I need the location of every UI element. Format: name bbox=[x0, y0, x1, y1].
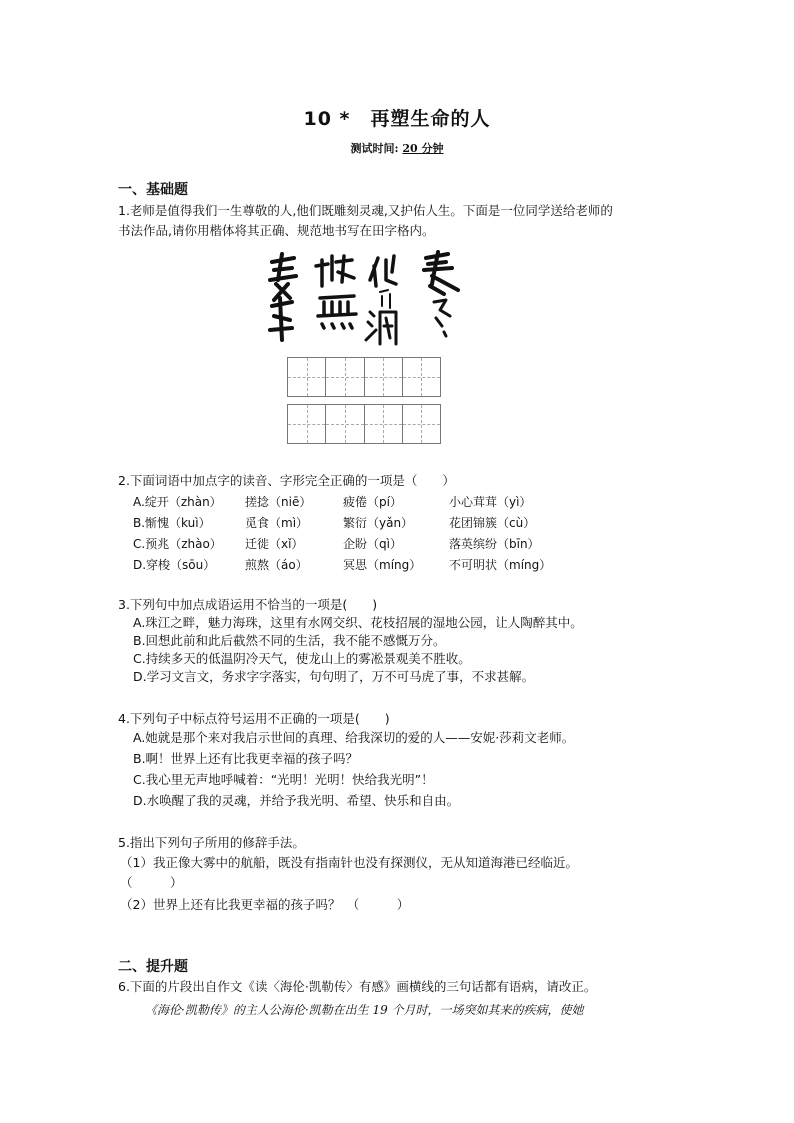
calligraphy-artwork bbox=[262, 250, 462, 355]
q2-option: 冥思（míng） bbox=[343, 558, 422, 572]
q2-option: B.惭愧（kuì） bbox=[133, 516, 211, 530]
q5-answer-blank-1[interactable]: （ ） bbox=[120, 875, 183, 890]
page-title: 10 * 再塑生命的人 bbox=[303, 108, 491, 130]
q2-option: 煎熬（áo） bbox=[245, 558, 308, 572]
q4-stem: 4.下列句子中标点符号运用不正确的一项是( ) bbox=[118, 711, 390, 726]
writing-cell[interactable] bbox=[326, 358, 364, 396]
q4-option-d: D.水唤醒了我的灵魂，并给予我光明、希望、快乐和自由。 bbox=[133, 793, 460, 808]
q2-option: D.穿梭（sōu） bbox=[133, 558, 216, 572]
writing-cell[interactable] bbox=[288, 405, 326, 443]
q3-option-b: B.回想此前和此后截然不同的生活，我不能不感慨万分。 bbox=[133, 633, 446, 648]
section-heading-basic: 一、基础题 bbox=[118, 182, 188, 198]
q6-passage: 《海伦·凯勒传》的主人公海伦·凯勒在出生 19 个月时，一场突如其来的疾病，使她 bbox=[145, 1003, 584, 1017]
q5-item-2: （2）世界上还有比我更幸福的孩子吗？ （ ） bbox=[120, 897, 410, 912]
q1-text-line2: 书法作品,请你用楷体将其正确、规范地书写在田字格内。 bbox=[118, 223, 435, 238]
q2-option: A.绽开（zhàn） bbox=[133, 495, 222, 509]
tianzige-grid-row-2[interactable] bbox=[287, 404, 441, 444]
q3-option-a: A.珠江之畔，魅力海珠，这里有水网交织、花枝招展的湿地公园，让人陶醉其中。 bbox=[133, 615, 583, 630]
writing-cell[interactable] bbox=[365, 405, 403, 443]
tianzige-grid-row-1[interactable] bbox=[287, 357, 441, 397]
section-heading-advanced: 二、提升题 bbox=[118, 959, 188, 975]
q2-option: 花团锦簇（cù） bbox=[449, 516, 536, 530]
q2-stem: 2.下面词语中加点字的读音、字形完全正确的一项是（ ） bbox=[118, 473, 455, 488]
q6-stem: 6.下面的片段出自作文《读〈海伦·凯勒传〉有感》画横线的三句话都有语病，请改正。 bbox=[118, 979, 597, 994]
q2-option: 不可明状（míng） bbox=[449, 558, 552, 572]
q2-option: 觅食（mì） bbox=[245, 516, 309, 530]
q4-option-a: A.她就是那个来对我启示世间的真理、给我深切的爱的人——安妮·莎莉文老师。 bbox=[133, 730, 575, 745]
q2-option: 搓捻（niē） bbox=[245, 495, 312, 509]
q2-option: 落英缤纷（bīn） bbox=[449, 537, 540, 551]
writing-cell[interactable] bbox=[365, 358, 403, 396]
q2-option: 繁衍（yǎn） bbox=[343, 516, 414, 530]
q2-option: 迁徙（xǐ） bbox=[245, 537, 304, 551]
q5-item-1: （1）我正像大雾中的航船，既没有指南针也没有探测仪，无从知道海港已经临近。 bbox=[120, 855, 578, 870]
q2-option: 企盼（qì） bbox=[343, 537, 402, 551]
writing-cell[interactable] bbox=[403, 358, 440, 396]
q2-option: 小心茸茸（yì） bbox=[449, 495, 532, 509]
writing-cell[interactable] bbox=[288, 358, 326, 396]
q4-option-b: B.啊！世界上还有比我更幸福的孩子吗？ bbox=[133, 751, 359, 766]
q3-option-c: C.持续多天的低温阴冷天气，使龙山上的雾凇景观美不胜收。 bbox=[133, 651, 471, 666]
writing-cell[interactable] bbox=[403, 405, 440, 443]
q1-text-line1: 1.老师是值得我们一生尊敬的人,他们既雕刻灵魂,又护佑人生。下面是一位同学送给老师的 bbox=[118, 203, 613, 218]
q3-option-d: D.学习文言文，务求字字落实，句句明了，万不可马虎了事，不求甚解。 bbox=[133, 669, 535, 684]
test-time bbox=[0, 140, 794, 156]
test-time-label: 测试时间: bbox=[350, 142, 399, 155]
q4-option-c: C.我心里无声地呼喊着：“光明！光明！快给我光明”！ bbox=[133, 772, 434, 787]
q2-option: C.预兆（zhào） bbox=[133, 537, 222, 551]
test-time-value: 20 分钟 bbox=[402, 142, 444, 155]
q2-option: 疲倦（pí） bbox=[343, 495, 402, 509]
q5-stem: 5.指出下列句子所用的修辞手法。 bbox=[118, 835, 305, 850]
q3-stem: 3.下列句中加点成语运用不恰当的一项是( ) bbox=[118, 597, 378, 612]
writing-cell[interactable] bbox=[326, 405, 364, 443]
